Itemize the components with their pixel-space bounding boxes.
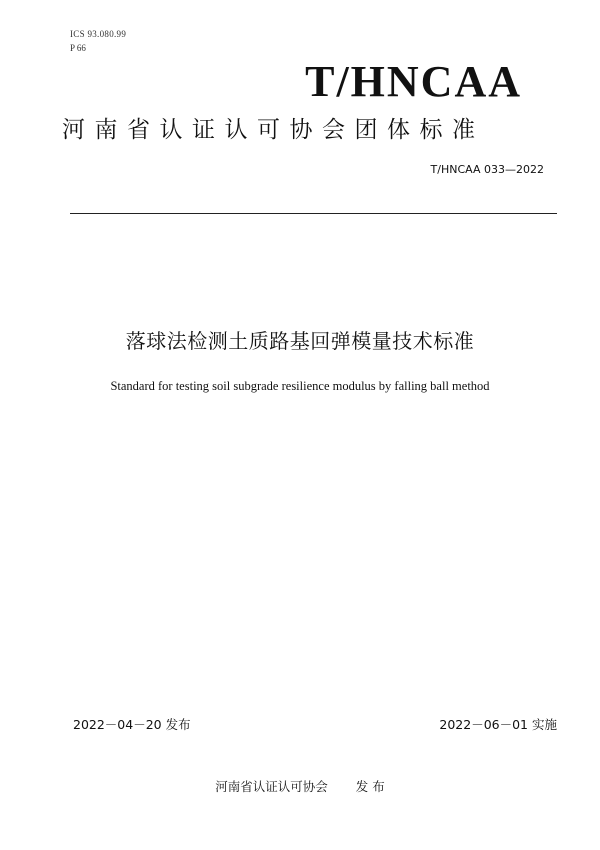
org-standard-title: 河南省认证认可协会团体标准: [62, 117, 485, 143]
implementation-date: 2022－06－01 实施: [439, 717, 557, 732]
issue-date: 2022－04－20 发布: [73, 717, 191, 732]
header-divider: [70, 213, 557, 214]
standard-logo: T/HNCAA: [305, 57, 522, 106]
publisher-line: [0, 777, 600, 795]
ccs-code: P 66: [70, 43, 86, 53]
document-title-english: Standard for testing soil subgrade resilience modulus by falling ball method: [110, 379, 490, 393]
ics-code: ICS 93.080.99: [70, 29, 127, 39]
publisher-action: 发 布: [355, 779, 385, 794]
document-title-chinese: 落球法检测土质路基回弹模量技术标准: [125, 329, 475, 353]
publisher-name: 河南省认证认可协会: [215, 779, 328, 794]
standard-number: T/HNCAA 033—2022: [430, 163, 544, 176]
